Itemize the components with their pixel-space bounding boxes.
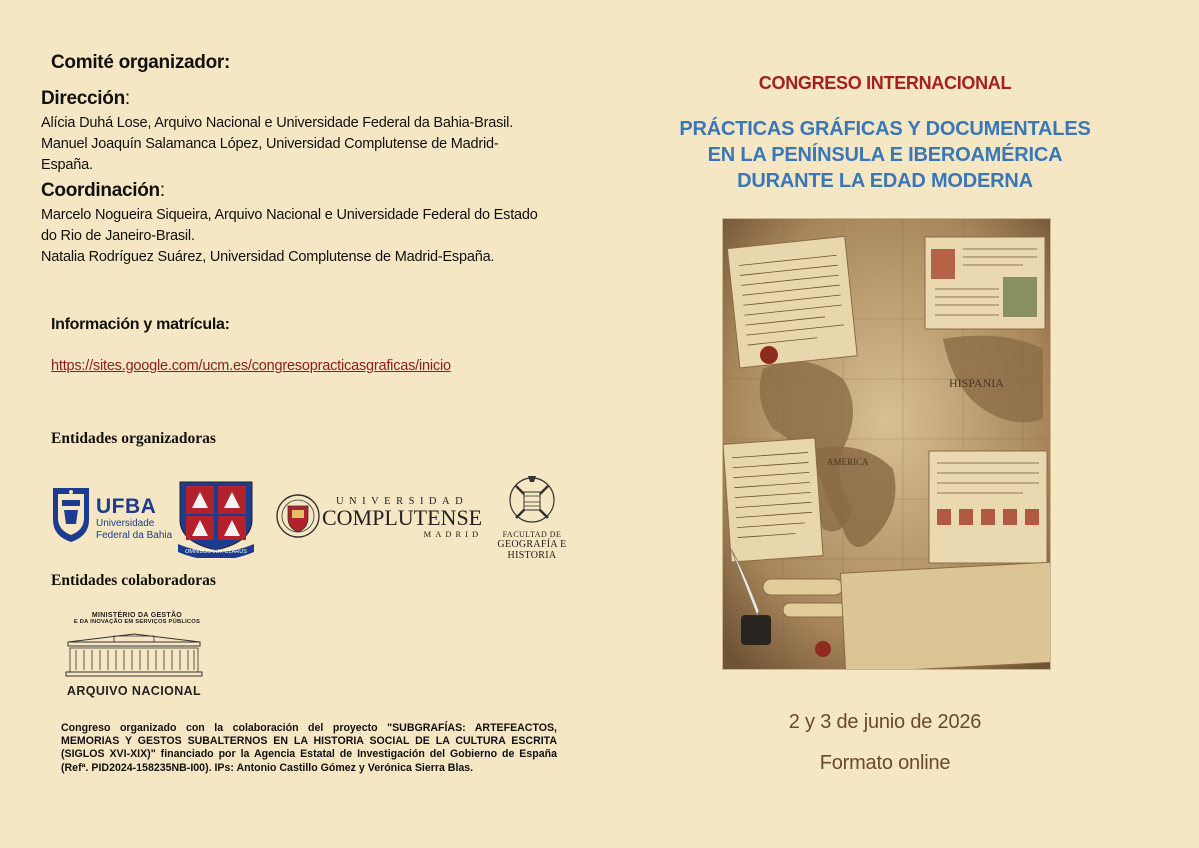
fgh-line1: FACULTAD DE: [502, 530, 562, 539]
ucm-wordmark: [322, 496, 482, 539]
organizers-title: Entidades organizadoras: [51, 430, 216, 447]
direccion-names: [41, 113, 541, 176]
faculty-emblem-icon: [502, 474, 562, 530]
coordinacion-line: Marcelo Nogueira Siqueira, Arquivo Nacional e Universidade Federal do Estado: [41, 207, 538, 223]
ucm-logo: [276, 482, 483, 552]
info-title: Información y matrícula:: [51, 316, 230, 333]
coordinacion-line: do Rio de Janeiro-Brasil.: [41, 228, 195, 244]
ufba-wordmark: [96, 496, 172, 542]
direccion-line: España.: [41, 157, 93, 173]
coordinacion-names: [41, 205, 541, 268]
direccion-line: Alícia Duhá Lose, Arquivo Nacional e Universidade Federal da Bahia-Brasil.: [41, 115, 514, 131]
heraldic-shield-icon: [174, 478, 258, 558]
event-format: Formato online: [819, 752, 951, 774]
ucm-line2: COMPLUTENSE: [322, 505, 483, 530]
map-label-hispania: HISPANIA: [949, 376, 1004, 390]
arquivo-building-icon: [64, 632, 204, 678]
ufba-line1: Universidade: [96, 518, 155, 529]
shield-motto: OMNIBUS LUX CLARUS: [185, 549, 247, 555]
cover-illustration: [722, 218, 1051, 670]
coordinacion-label: Coordinación: [41, 180, 160, 201]
arquivo-nacional-name: ARQUIVO NACIONAL: [66, 684, 202, 698]
committee-title: Comité organizador:: [51, 52, 231, 73]
coordinacion-colon: :: [159, 180, 165, 201]
collaborators-title: Entidades colaboradoras: [51, 572, 216, 589]
event-title-line: EN LA PENÍNSULA E IBEROAMÉRICA: [707, 144, 1063, 166]
fgh-line2: GEOGRAFÍA E HISTORIA: [497, 539, 567, 561]
event-kicker: CONGRESO INTERNACIONAL: [758, 73, 1012, 93]
organizer-logos: [50, 478, 600, 561]
ufba-logo: [50, 478, 175, 558]
fgh-logo: [473, 474, 591, 561]
direccion-colon: :: [124, 88, 130, 109]
arquivo-ministry-header: [62, 612, 212, 625]
registration-link[interactable]: https://sites.google.com/ucm.es/congresopracticasgraficas/inicio: [51, 358, 451, 374]
funding-note: Congreso organizado con la colaboración del proyecto "SUBGRAFÍAS: ARTEFEACTOS, MEMORIAS Y GESTOS SUBALTERNOS EN LA HISTORIA SOCIAL DE LA CULTURA ESCRITA (SIGLOS XVI-XIX)" financiado por la Agencia Estatal de Investigación del Gobierno de España (Refª. PID2024-158235NB-I00). IPs: Antonio Castillo Gómez y Verónica Sierra Blas.: [61, 722, 557, 774]
event-title: [600, 116, 1170, 194]
coordinacion-heading: [41, 180, 165, 202]
antique-map-illustration: [723, 219, 1051, 670]
coordinacion-line: Natalia Rodríguez Suárez, Universidad Complutense de Madrid-España.: [41, 249, 495, 265]
direccion-label: Dirección: [41, 88, 125, 109]
map-label-america: AMERICA: [827, 457, 869, 467]
ucm-line3: MADRID: [423, 529, 483, 539]
ufba-name: UFBA: [96, 495, 157, 518]
event-title-line: DURANTE LA EDAD MODERNA: [737, 170, 1033, 192]
direccion-heading: [41, 88, 130, 110]
fgh-wordmark: [473, 530, 591, 561]
event-title-line: PRÁCTICAS GRÁFICAS Y DOCUMENTALES: [679, 118, 1091, 140]
ucm-seal-icon: [276, 486, 320, 546]
ministry-line2: E DA INOVAÇÃO EM SERVIÇOS PÚBLICOS: [73, 619, 201, 625]
crest-logo: [174, 478, 258, 558]
ministry-line1: MINISTÉRIO DA GESTÃO: [91, 612, 183, 619]
event-date: 2 y 3 de junio de 2026: [788, 711, 982, 733]
ufba-shield-icon: [50, 484, 92, 544]
ufba-line2: Federal da Bahia: [96, 530, 173, 541]
ucm-line1: UNIVERSIDAD: [335, 496, 469, 507]
direccion-line: Manuel Joaquín Salamanca López, Universidad Complutense de Madrid-: [41, 136, 499, 152]
